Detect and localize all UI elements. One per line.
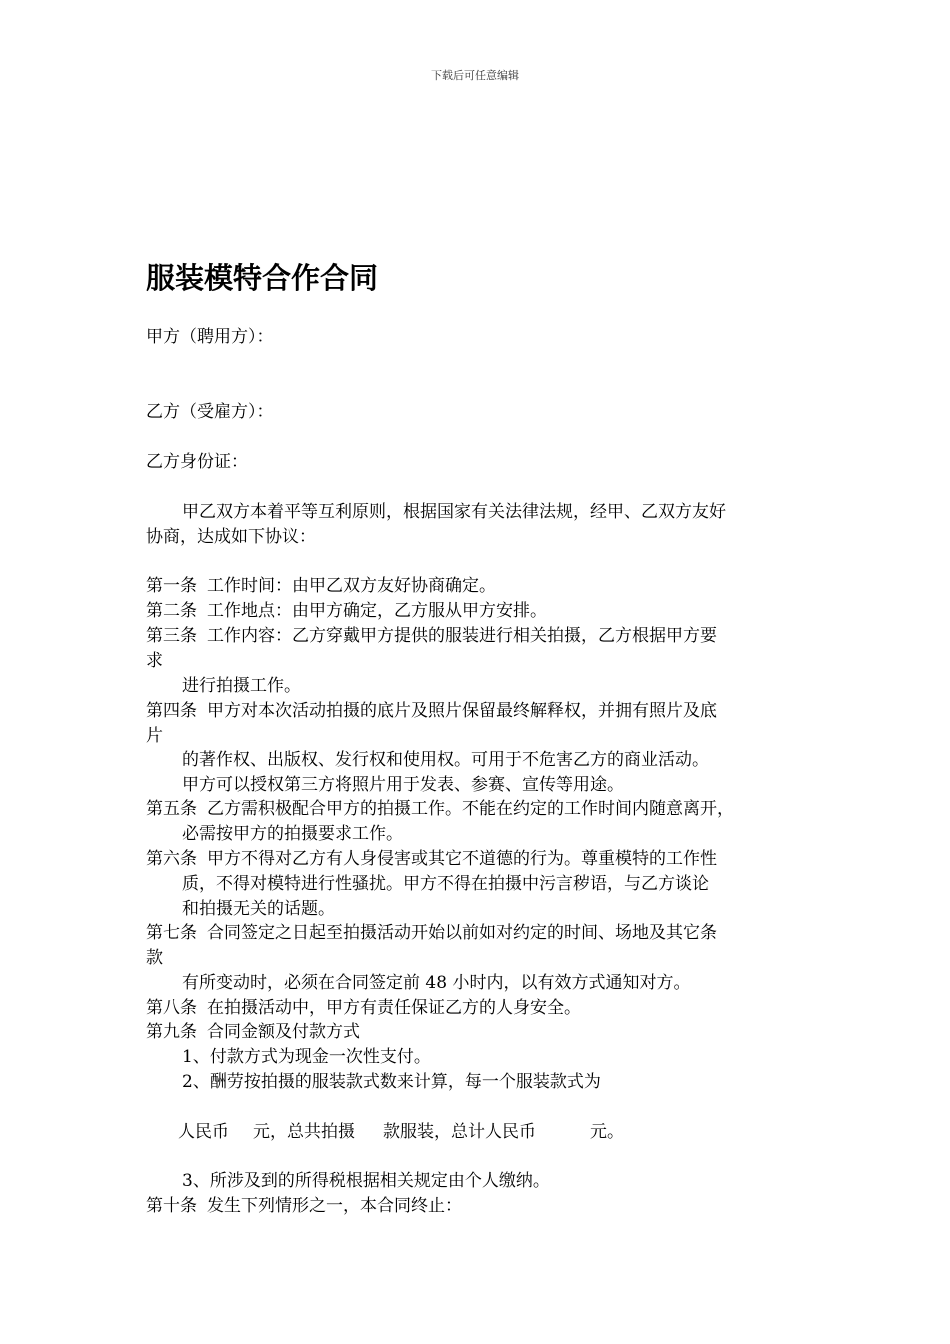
article-8 — [146, 997, 581, 1019]
article-text: 甲方不得对乙方有人身侵害或其它不道德的行为。尊重模特的工作性 — [207, 849, 717, 869]
party-b-id-label: 乙方身份证： — [146, 452, 248, 472]
article-number: 第二条 — [146, 601, 197, 621]
article-number: 第九条 — [146, 1022, 197, 1042]
article-number: 第一条 — [146, 576, 197, 596]
article-number: 第八条 — [146, 998, 197, 1018]
article-4-cont-1: 的著作权、出版权、发行权和使用权。可用于不危害乙方的商业活动。 — [182, 750, 709, 770]
yuan-total-shoot-label: 元，总共拍摄 — [253, 1122, 355, 1142]
article-9-item-2: 2、酬劳按拍摄的服装款式数来计算，每一个服装款式为 — [182, 1072, 601, 1092]
article-7 — [146, 922, 717, 944]
party-b-label: 乙方（受雇方）： — [146, 402, 274, 422]
page-header: 下载后可任意编辑 — [431, 69, 519, 82]
intro-line-2: 协商，达成如下协议： — [146, 527, 316, 547]
document-title: 服装模特合作合同 — [146, 261, 379, 295]
rmb-label: 人民币 — [178, 1122, 229, 1142]
article-number: 第七条 — [146, 923, 197, 943]
article-text: 工作地点：由甲方确定，乙方服从甲方安排。 — [207, 601, 547, 621]
party-a-label: 甲方（聘用方）： — [146, 327, 274, 347]
article-4-cont-2: 甲方可以授权第三方将照片用于发表、参赛、宣传等用途。 — [182, 775, 624, 795]
article-10 — [146, 1195, 462, 1217]
article-9 — [146, 1021, 360, 1043]
article-9-item-1: 1、付款方式为现金一次性支付。 — [182, 1047, 431, 1067]
article-text: 工作内容：乙方穿戴甲方提供的服装进行相关拍摄，乙方根据甲方要 — [207, 626, 717, 646]
article-6-cont-2: 和拍摄无关的话题。 — [182, 899, 335, 919]
article-7-wrap: 款 — [146, 948, 163, 968]
article-6 — [146, 848, 717, 870]
article-text: 合同签定之日起至拍摄活动开始以前如对约定的时间、场地及其它条 — [207, 923, 717, 943]
article-1 — [146, 575, 496, 597]
intro-line-1: 甲乙双方本着平等互利原则，根据国家有关法律法规，经甲、乙双方友好 — [182, 502, 726, 522]
article-4 — [146, 700, 717, 722]
article-5-cont: 必需按甲方的拍摄要求工作。 — [182, 824, 403, 844]
article-2 — [146, 600, 547, 622]
yuan-end-label: 元。 — [590, 1122, 624, 1142]
article-3 — [146, 625, 717, 647]
article-text: 合同金额及付款方式 — [207, 1022, 360, 1042]
article-text: 在拍摄活动中，甲方有责任保证乙方的人身安全。 — [207, 998, 581, 1018]
article-9-payment-line — [178, 1121, 624, 1143]
article-text: 甲方对本次活动拍摄的底片及照片保留最终解释权，并拥有照片及底 — [207, 701, 717, 721]
styles-total-rmb-label: 款服装，总计人民币 — [383, 1122, 536, 1142]
article-number: 第十条 — [146, 1196, 197, 1216]
article-4-wrap: 片 — [146, 726, 163, 746]
article-text: 发生下列情形之一，本合同终止： — [207, 1196, 462, 1216]
article-number: 第三条 — [146, 626, 197, 646]
article-3-wrap: 求 — [146, 651, 163, 671]
article-5 — [146, 798, 734, 820]
article-number: 第六条 — [146, 849, 197, 869]
article-text: 工作时间：由甲乙双方友好协商确定。 — [207, 576, 496, 596]
article-number: 第五条 — [146, 799, 197, 819]
article-text: 乙方需积极配合甲方的拍摄工作。不能在约定的工作时间内随意离开， — [207, 799, 734, 819]
article-number: 第四条 — [146, 701, 197, 721]
article-7-cont: 有所变动时，必须在合同签定前 48 小时内，以有效方式通知对方。 — [182, 973, 691, 993]
article-9-item-3: 3、所涉及到的所得税根据相关规定由个人缴纳。 — [182, 1171, 550, 1191]
article-3-cont: 进行拍摄工作。 — [182, 676, 301, 696]
article-6-cont-1: 质，不得对模特进行性骚扰。甲方不得在拍摄中污言秽语，与乙方谈论 — [182, 874, 709, 894]
